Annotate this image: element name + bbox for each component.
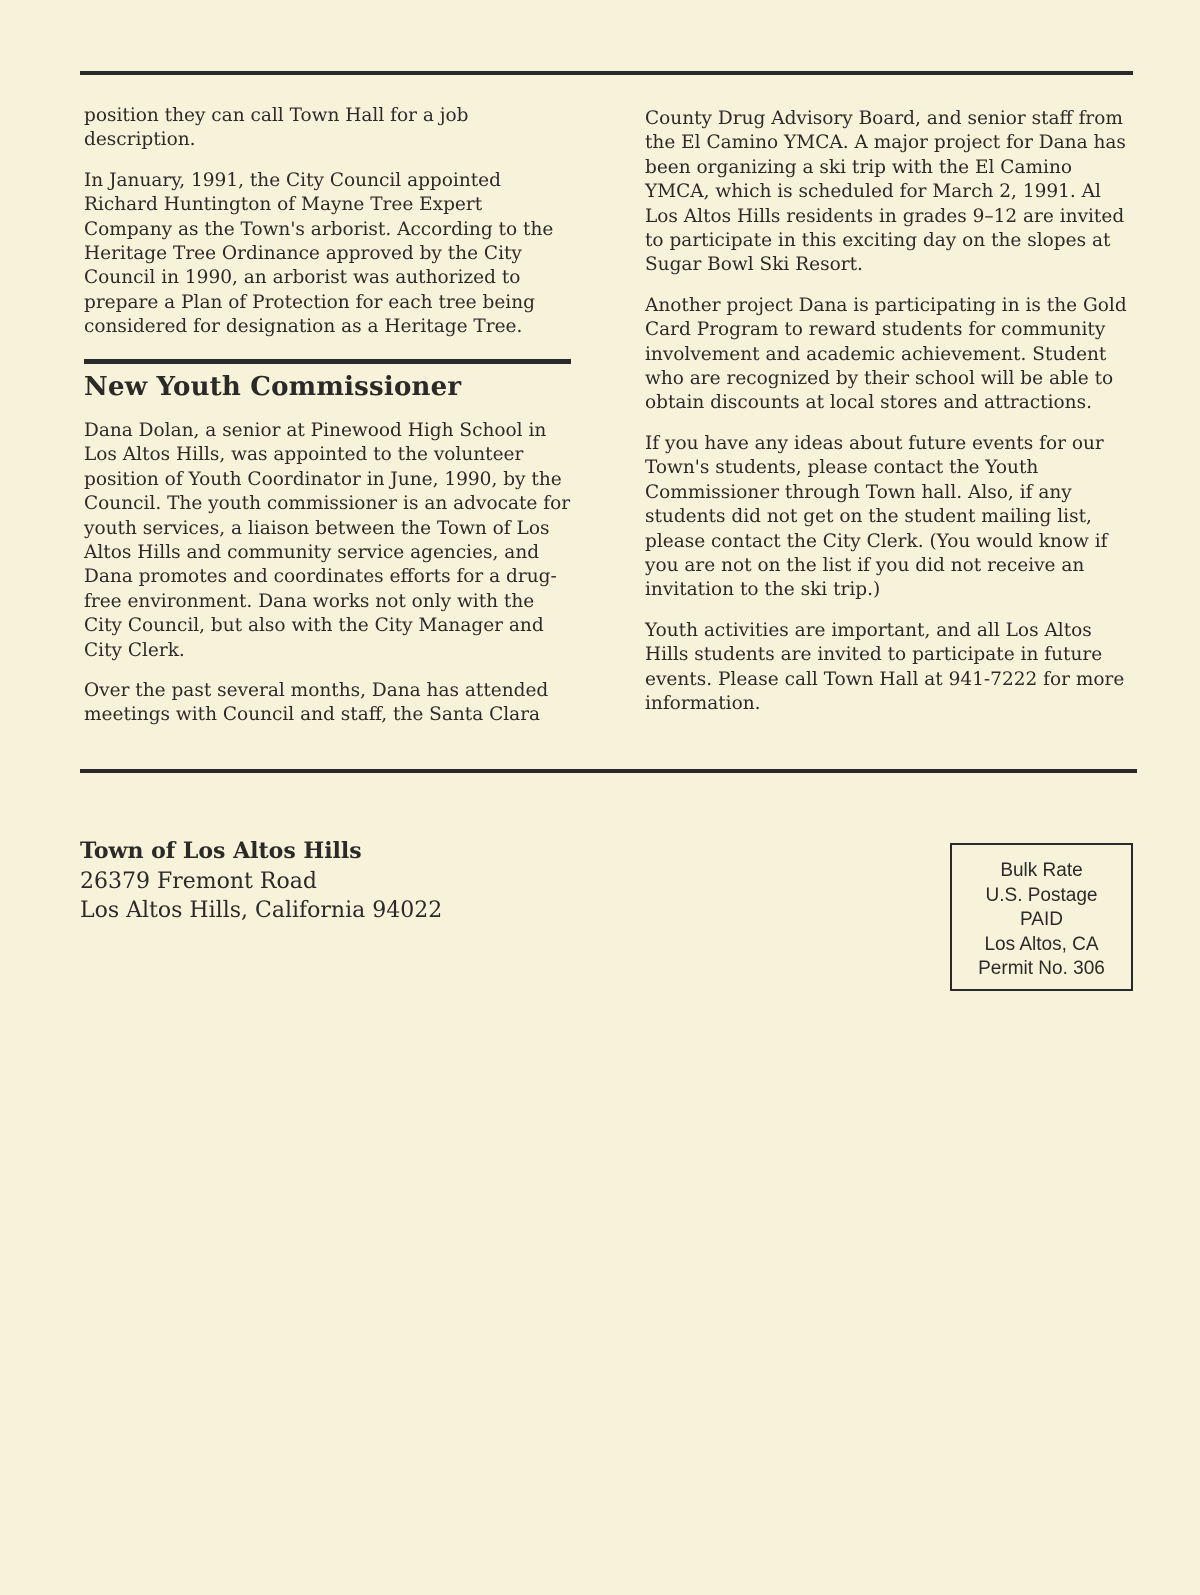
bottom-rule	[80, 769, 1137, 773]
postage-line: Bulk Rate	[1000, 860, 1083, 881]
top-rule	[80, 71, 1133, 75]
address-street: 26379 Fremont Road	[80, 868, 317, 894]
paragraph: Youth activities are important, and all Los Altos Hills students are invited to participate in future events. Please call Town Hall at 941-7222 for more information.	[645, 619, 1125, 714]
paragraph: County Drug Advisory Board, and senior staff from the El Camino YMCA. A major project for Dana has been organizing a ski trip with the El Camino YMCA, which is scheduled for March 2, 1991. Al Los Altos Hills residents in grades 9–12 are invited to participate in this exciting day on the slopes at Sugar Bowl Ski Resort.	[645, 108, 1126, 276]
paragraph: If you have any ideas about future events for our Town's students, please contact the Youth Commissioner through Town hall. Also, if any students did not get on the student mailing list, please contact the City Clerk. (You would know if you are not on the list if you did not receive an invitation to the ski trip.)	[645, 432, 1108, 601]
paragraph: In January, 1991, the City Council appointed Richard Huntington of Mayne Tree Expert Company as the Town's arborist. According to the Heritage Tree Ordinance approved by the City Council in 1990, an arborist was authorized to prepare a Plan of Protection for each tree being considered for designation as a Heritage Tree.	[84, 169, 554, 338]
postage-box	[950, 843, 1133, 991]
return-address	[80, 837, 442, 926]
postage-line: U.S. Postage	[985, 884, 1098, 906]
address-name: Town of Los Altos Hills	[80, 838, 362, 864]
youth-section-body	[84, 419, 574, 744]
paragraph: position they can call Town Hall for a job description.	[84, 105, 469, 151]
right-column	[645, 107, 1135, 732]
paragraph: Over the past several months, Dana has attended meetings with Council and staff, the Santa Clara	[84, 680, 549, 726]
paragraph: Another project Dana is participating in is the Gold Card Program to reward students for community involvement and academic achievement. Student who are recognized by their school will be able to obtain discounts at local stores and attractions.	[645, 294, 1127, 414]
paragraph: Dana Dolan, a senior at Pinewood High School in Los Altos Hills, was appointed to the volunteer position of Youth Coordinator in June, 1990, by the Council. The youth commissioner is an advocate for youth services, a liaison between the Town of Los Altos Hills and community service agencies, and Dana promotes and coordinates efforts for a drug-free environment. Dana works not only with the City Council, but also with the City Manager and City Clerk.	[84, 420, 571, 661]
postage-line: Los Altos, CA	[984, 933, 1099, 955]
postage-line: Permit No. 306	[978, 958, 1105, 979]
section-title: New Youth Commissioner	[84, 372, 462, 402]
postage-line: PAID	[1020, 909, 1063, 930]
section-rule	[84, 359, 571, 364]
address-city: Los Altos Hills, California 94022	[80, 898, 443, 923]
left-column	[84, 104, 574, 356]
